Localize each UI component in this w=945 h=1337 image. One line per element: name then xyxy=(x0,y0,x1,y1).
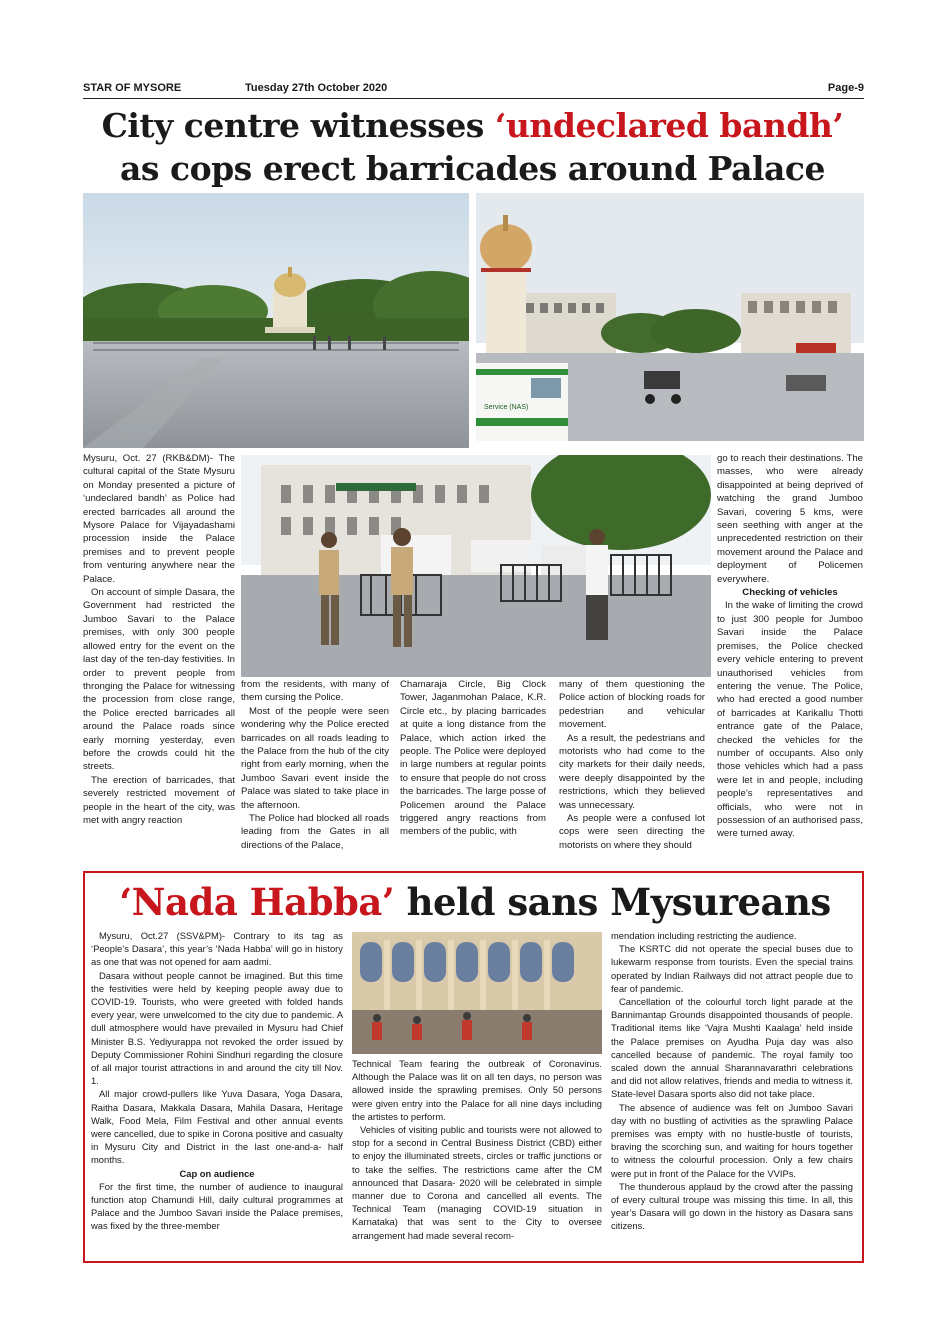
box-column-1 xyxy=(91,929,343,1233)
box-paragraph: All major crowd-pullers like Yuva Dasara, Yoga Dasara, Raitha Dasara, Makkala Dasara, Mahila Dasara, Heritage Walk, Food Mela, Film Festival and other annual events were cancelled, due to spike in Corona positive and casualty in Mysuru City and District in the last one-and-a- half months. xyxy=(91,1088,343,1166)
story-column-1 xyxy=(83,452,235,827)
story-paragraph: many of them questioning the Police action of blocking roads for pedestrian and vehicular movement. xyxy=(559,679,705,731)
box-paragraph: For the first time, the number of audience to inaugural function atop Chamundi Hill, daily cultural programmes at Palace and the Jumboo Savari inside the Palace premises, was fixed by the three-member xyxy=(91,1180,343,1232)
box-headline-highlight: ‘Nada Habba’ xyxy=(119,880,395,924)
box-paragraph: Dasara without people cannot be imagined. But this time the festivities were held by keeping people away due to COVID-19. Tourists, who were greeted with folded hands every year, were unwelcomed to the city due to pandemic. A dull atmosphere would have prevailed in Mysuru had Chief Minister B.S. Yediyurappa not revoked the order issued by Deputy Commissioner Rohini Sindhuri regarding the closure of all major tourist attractions in and around the city till Nov. 1. xyxy=(91,969,343,1087)
box-paragraph: The thunderous applaud by the crowd after the passing of every cultural troupe was missing this time. In all, this year’s Dasara will go down in the history as Dasara sans citizens. xyxy=(611,1180,853,1232)
ambulance-text: Service (NAS) xyxy=(484,404,529,411)
photo-palace-gate xyxy=(83,193,469,448)
story-paragraph: The Police had blocked all roads leading from the Gates in all directions of the Palace, xyxy=(241,813,389,851)
story-column-3 xyxy=(400,678,546,839)
masthead xyxy=(83,82,864,98)
story-paragraph: In the wake of limiting the crowd to just 300 people for Jumboo Savari inside the Palace premises, the Police checked every vehicle entering to prevent unauthorised vehicles from entering the venue. The Police, who had erected a good number of barricades at Karikallu Thotti entrance gate of the Palace, checked the vehicles for the number of occupants. Also only those vehicles which had a pass were let in and people, including people’s representatives and officials, who were not in possession of an authorised pass, were turned away. xyxy=(717,600,863,840)
story-column-4 xyxy=(559,678,705,852)
issue-date: Tuesday 27th October 2020 xyxy=(245,82,388,94)
story-column-2 xyxy=(241,678,389,852)
story-paragraph: As a result, the pedestrians and motorists who had come to the city markets for their daily needs, were deeply disappointed by the restrictions, which they believed was unnecessary. xyxy=(559,732,705,811)
box-paragraph: mendation including restricting the audience. xyxy=(611,930,797,941)
story-paragraph: As people were a confused lot cops were seen directing the motorists on where they should xyxy=(559,813,705,851)
subheading-cap-on-audience: Cap on audience xyxy=(179,1167,255,1179)
box-paragraph: Cancellation of the colourful torch light parade at the Bannimantap Grounds disappointed thousands of people. Traditional items like ‘Vajra Mushti Kaalaga’ held inside the Palace premises on Ayudha Puja day was also cancelled because of pandemic. The royal family too scaled down the annual Sharannavarathri celebrations and did not allow relatives, friends and media to witness it. State-level Dasara sports also did not take place. xyxy=(611,996,853,1100)
story-paragraph: Chamaraja Circle, Big Clock Tower, Jaganmohan Palace, K.R. Circle etc., by placing barricades at quite a long distance from the Palace, which action irked the people. The Police were deployed in large numbers at regular points to ensure that people do not cross the barricades. The large posse of Policemen around the Palace triggered angry reactions from members of the public, with xyxy=(400,679,546,838)
story-paragraph: from the residents, with many of them cursing the Police. xyxy=(241,679,389,704)
box-paragraph: Mysuru, Oct.27 (SSV&PM)- Contrary to its tag as ‘People’s Dasara’, this year’s ‘Nada Habba’ will go in history as one that was not opened for aam aadmi. xyxy=(91,930,343,968)
story-paragraph: Most of the people were seen wondering why the Police erected barricades on all roads leading to the Palace from the hub of the city right from early morning, when the Jumboo Savari event inside the Palace was slated to take place in the afternoon. xyxy=(241,705,389,811)
box-headline xyxy=(95,878,855,926)
box-paragraph: The absence of audience was felt on Jumboo Savari day with no bustling of activities as the sprawling Palace premises was empty with no hustle-bustle of tourists, braving the scorching sun, and waiting for hours together to witness the colourful procession. Only a few chairs were put in front of the Palace for the VVIPs. xyxy=(611,1101,853,1179)
box-paragraph: Technical Team fearing the outbreak of Coronavirus. Although the Palace was lit on all ten days, no person was allowed inside the sprawling premises. Only 50 persons were given entry into the Palace for all nine days including the artistes to perform. xyxy=(352,1058,602,1122)
box-headline-rest: held sans Mysureans xyxy=(394,880,831,924)
headline-part: City centre witnesses xyxy=(101,106,495,145)
story-paragraph: Mysuru, Oct. 27 (RKB&DM)- The cultural capital of the State Mysuru on Monday presented a picture of ‘undeclared bandh’ as Police had erected barricades all around the Mysore Palace for Vijayadashami procession inside the Palace premises and to prevent people from venturing anywhere near the Palace. xyxy=(83,453,235,585)
box-paragraph: The KSRTC did not operate the special buses due to lukewarm response from tourists. Even the special trains operated by Indian Railways did not attract people due to fear of pandemic. xyxy=(611,943,853,994)
box-column-3 xyxy=(611,929,853,1233)
story-paragraph: On account of simple Dasara, the Government had restricted the Jumboo Savari to the Palace premises, with only 300 people allowed entry for the event on the last day of the ten-day festivities. In order to prevent people from thronging the Palace for witnessing the procession from close range, the Police erected barricades all around the Palace roads since early morning yesterday, even before the crowds could hit the streets. xyxy=(83,587,235,773)
photo-circle-ambulance xyxy=(476,193,864,441)
subheading-checking-vehicles: Checking of vehicles xyxy=(742,587,838,599)
story-paragraph: The erection of barricades, that severely restricted movement of people in the heart of the city, was met with angry reaction xyxy=(83,774,235,826)
masthead-rule xyxy=(83,98,864,99)
paper-name: STAR OF MYSORE xyxy=(83,82,182,94)
story-column-5 xyxy=(717,452,863,841)
headline-highlight: ‘undeclared bandh’ xyxy=(494,106,844,145)
photo-palace-interior xyxy=(352,932,602,1054)
box-paragraph: Vehicles of visiting public and tourists were not allowed to stop for a second in Central Business District (CBD) either to enjoy the illuminated streets, circles or traffic junctions or to take the selfies. The restrictions came after the CM announced that Dasara- 2020 will be celebrated in simple manner due to Corona and cancelled all events. The Technical Team (managing COVID-19 situation in Karnataka) that was sent to the City to oversee arrangement had made several recom- xyxy=(352,1124,602,1241)
story-paragraph: go to reach their destinations. The masses, who were already disappointed at being deprived of watching the grand Jumboo Savari, covering 5 kms, were seen seething with anger at the unprecedented restriction on their movement around the Palace and deployment of Policemen everywhere. xyxy=(717,453,863,585)
headline-line2: as cops erect barricades around Palace xyxy=(120,149,825,188)
page-number: Page-9 xyxy=(827,82,864,94)
main-headline xyxy=(70,104,875,190)
box-column-2 xyxy=(352,1057,602,1242)
photo-police-barricade xyxy=(241,455,711,677)
